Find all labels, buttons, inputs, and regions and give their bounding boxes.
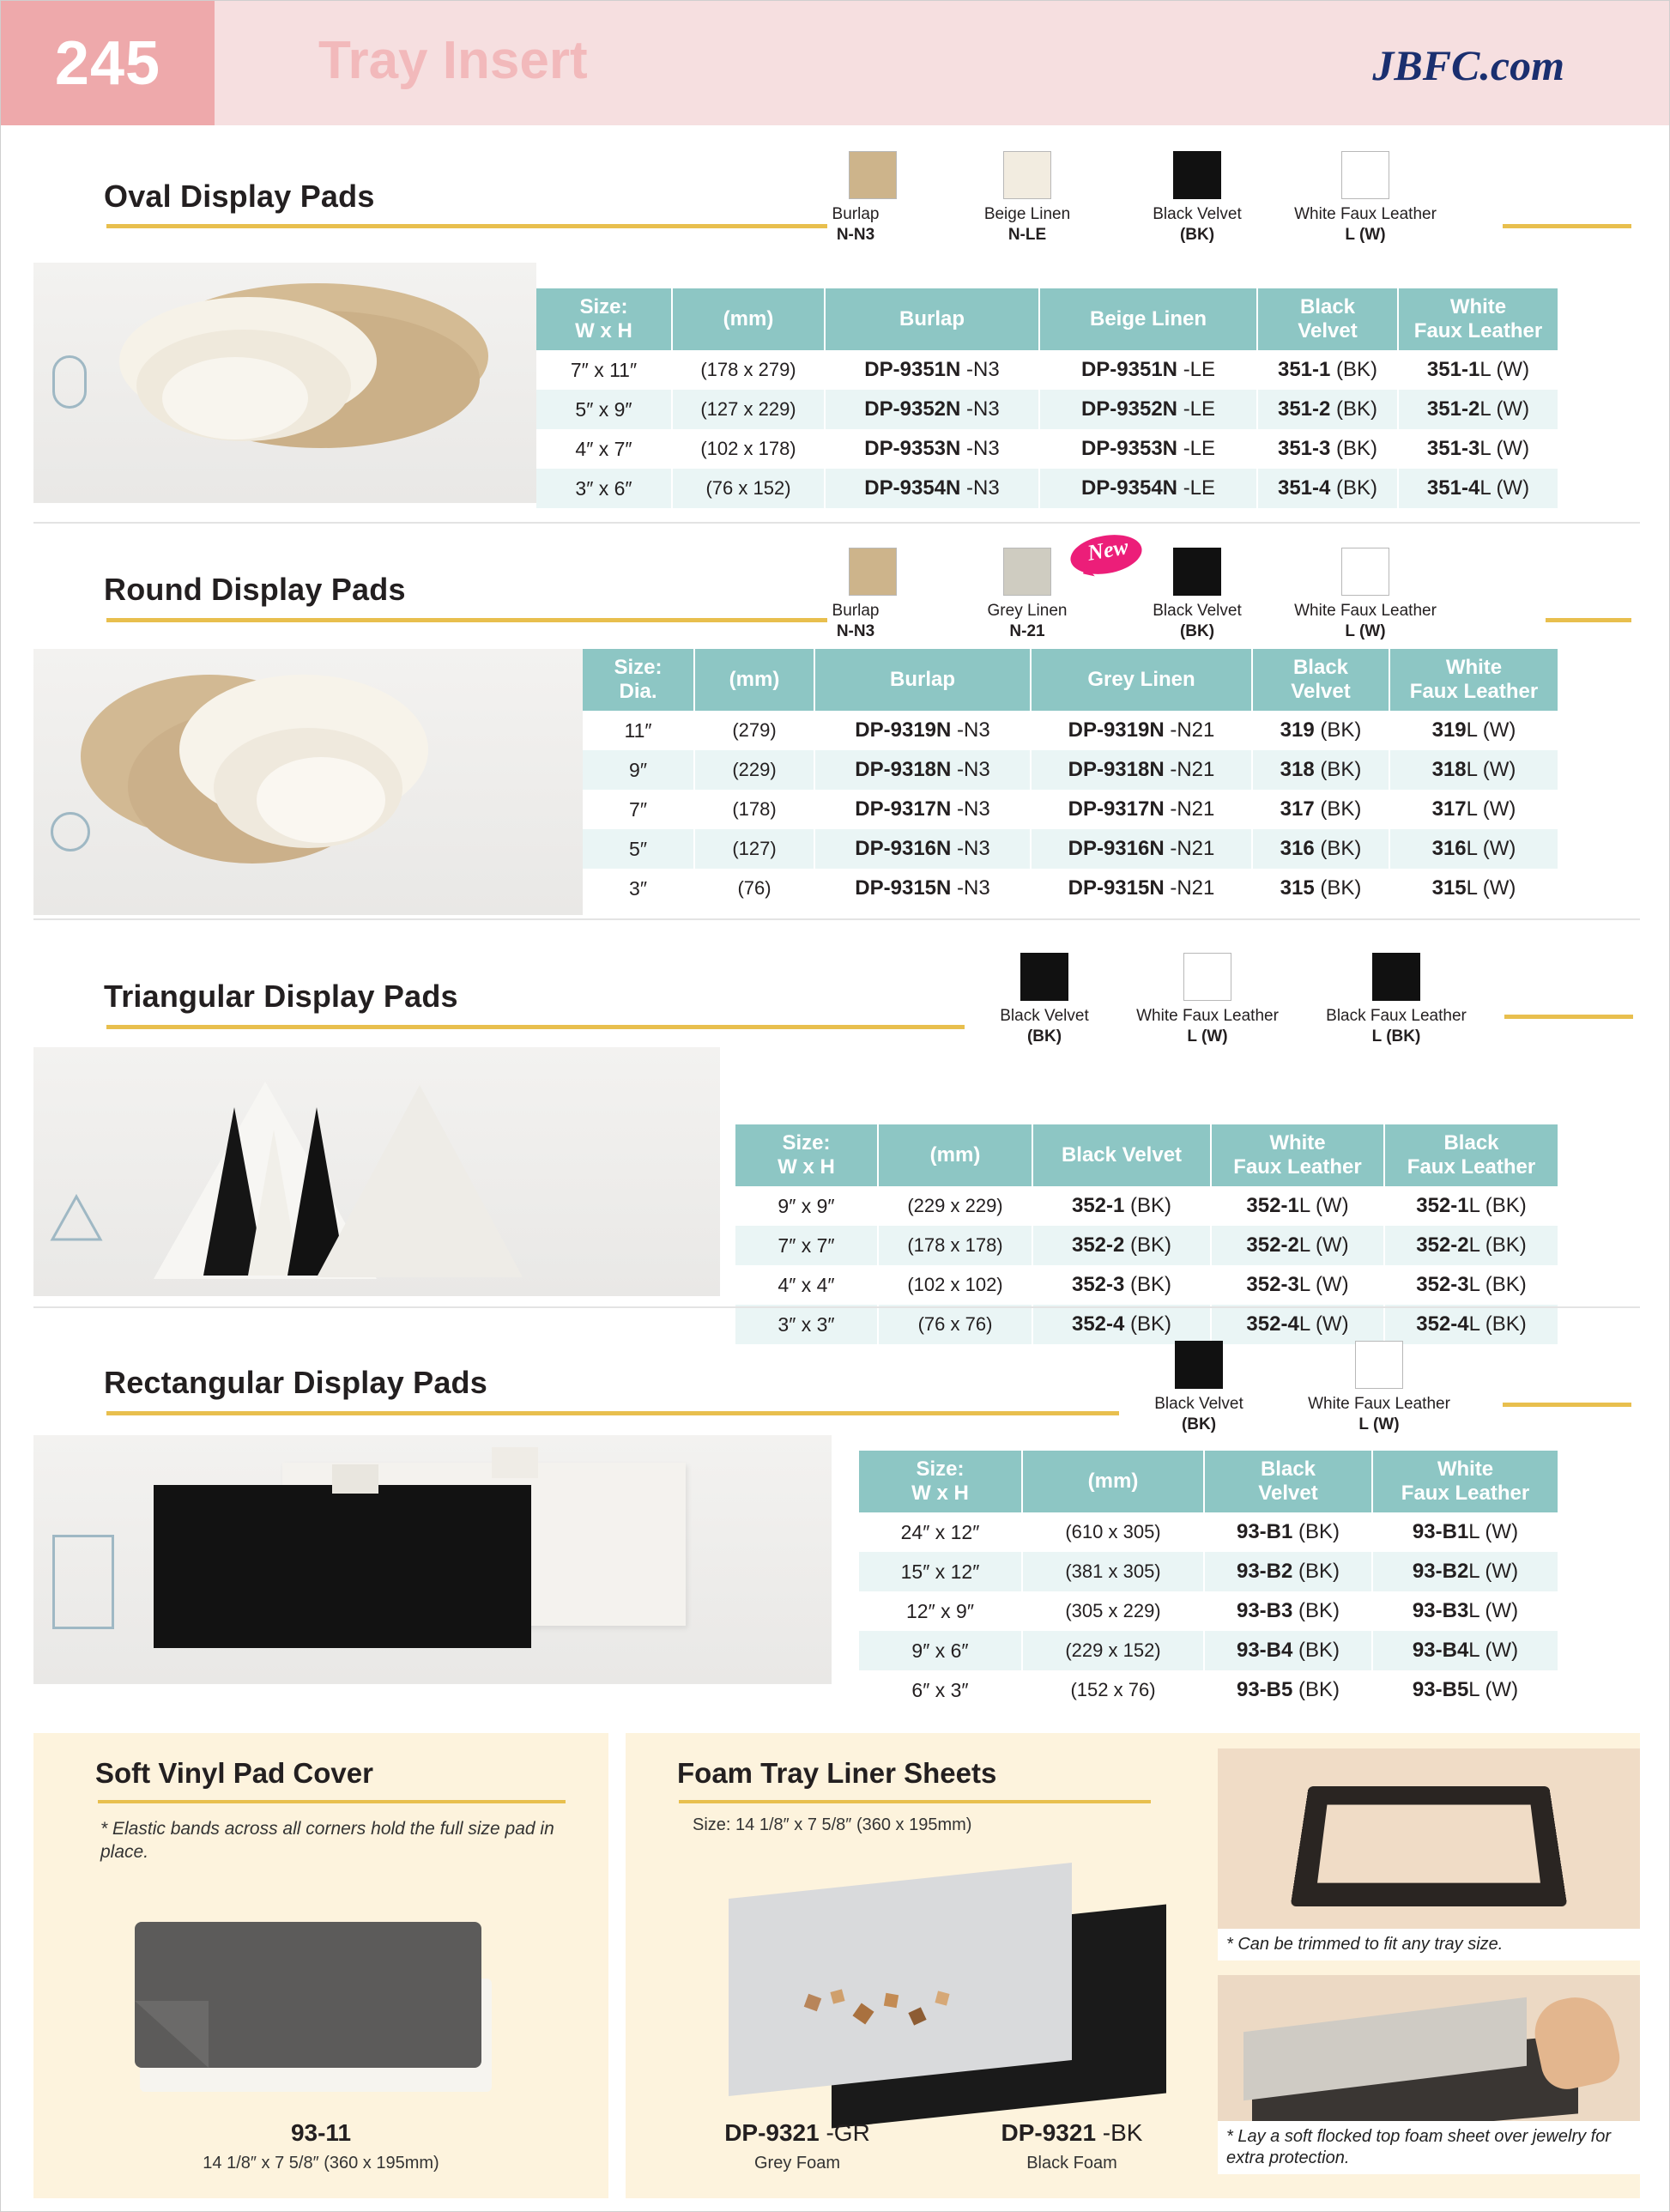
section-title-oval: Oval Display Pads — [104, 179, 375, 214]
cell-white-faux: 352-3L (W) — [1211, 1265, 1384, 1305]
panel-size-foam-liner: Size: 14 1/8″ x 7 5/8″ (360 x 195mm) — [693, 1815, 972, 1834]
new-badge — [1065, 529, 1151, 580]
table-row — [583, 869, 1558, 908]
cell-black-velvet: 351-2 (BK) — [1257, 390, 1398, 429]
photo-note-trim: * Can be trimmed to fit any tray size. — [1218, 1929, 1640, 1960]
cell-size: 9″ x 6″ — [859, 1631, 1022, 1670]
cell-size: 4″ x 4″ — [735, 1265, 878, 1305]
cell-black-velvet: 318 (BK) — [1252, 750, 1389, 790]
swatch-white-faux-leather-oval — [1341, 151, 1389, 199]
col-size: Size: W x H — [859, 1451, 1022, 1512]
swatch-caption-beige-linen-oval: Beige Linen N-LE — [983, 205, 1071, 244]
cell-mm: (102 x 102) — [878, 1265, 1032, 1305]
section-rule-round — [106, 618, 827, 622]
cell-burlap: DP-9317N -N3 — [814, 790, 1031, 829]
col-white-faux-leather: White Faux Leather — [1398, 288, 1558, 350]
cell-black-velvet: 352-1 (BK) — [1032, 1186, 1211, 1226]
swatch-black-faux-leather-triangular — [1372, 953, 1420, 1001]
cell-mm: (305 x 229) — [1022, 1591, 1204, 1631]
cell-mm: (102 x 178) — [672, 429, 825, 469]
swatch-black-velvet-triangular — [1020, 953, 1068, 1001]
cell-white-faux: 315L (W) — [1389, 869, 1558, 908]
product-photo-rectangular — [33, 1435, 832, 1684]
table-row — [536, 469, 1558, 508]
product-code-foam-grey: DP-9321 -GR — [724, 2119, 870, 2146]
cell-black-velvet: 317 (BK) — [1252, 790, 1389, 829]
col-white-faux-leather: White Faux Leather — [1389, 649, 1558, 711]
cell-black-velvet: 93-B5 (BK) — [1204, 1670, 1372, 1710]
cell-size: 4″ x 7″ — [536, 429, 672, 469]
cell-burlap: DP-9351N -N3 — [825, 350, 1039, 390]
cell-black-velvet: 93-B4 (BK) — [1204, 1631, 1372, 1670]
cell-mm: (76 x 76) — [878, 1305, 1032, 1344]
table-row — [536, 390, 1558, 429]
col-black-velvet: Black Velvet — [1252, 649, 1389, 711]
cell-mm: (127) — [694, 829, 814, 869]
section-title-round: Round Display Pads — [104, 572, 406, 607]
cell-black-velvet: 352-2 (BK) — [1032, 1226, 1211, 1265]
photo-foam-tray-frame — [1218, 1748, 1640, 1953]
cell-grey-linen: DP-9315N -N21 — [1031, 869, 1252, 908]
table-header-row — [859, 1451, 1558, 1512]
cell-burlap: DP-9315N -N3 — [814, 869, 1031, 908]
rectangle-shape-icon — [52, 1535, 114, 1629]
jewelry-props — [806, 1991, 969, 2033]
table-body-round — [583, 711, 1558, 908]
cell-size: 24″ x 12″ — [859, 1512, 1022, 1552]
section-rule-rectangular-right — [1503, 1403, 1631, 1407]
cell-size: 5″ x 9″ — [536, 390, 672, 429]
cell-mm: (178 x 279) — [672, 350, 825, 390]
cell-mm: (178 x 178) — [878, 1226, 1032, 1265]
cell-black-velvet: 93-B2 (BK) — [1204, 1552, 1372, 1591]
cell-white-faux: 351-4L (W) — [1398, 469, 1558, 508]
vinyl-cover-corner-fold — [135, 2001, 209, 2068]
cell-size: 3″ — [583, 869, 694, 908]
cell-white-faux: 317L (W) — [1389, 790, 1558, 829]
product-photo-soft-vinyl — [135, 1893, 516, 2109]
col-black-velvet: Black Velvet — [1257, 288, 1398, 350]
swatch-caption-white-faux-leather-round: White Faux Leather L (W) — [1294, 602, 1437, 640]
photo-note-flocked: * Lay a soft flocked top foam sheet over jewelry for extra protection. — [1218, 2121, 1640, 2174]
product-code-foam-black: DP-9321 -BK — [1001, 2119, 1143, 2146]
cell-beige: DP-9353N -LE — [1039, 429, 1257, 469]
cell-mm: (229 x 152) — [1022, 1631, 1204, 1670]
cell-size: 12″ x 9″ — [859, 1591, 1022, 1631]
col-black-velvet: Black Velvet — [1204, 1451, 1372, 1512]
cell-grey-linen: DP-9319N -N21 — [1031, 711, 1252, 750]
product-photo-foam-sheets — [677, 1862, 1192, 2128]
round-pad-beige-small — [257, 757, 385, 843]
cell-black-faux: 352-4L (BK) — [1384, 1305, 1558, 1344]
cell-burlap: DP-9353N -N3 — [825, 429, 1039, 469]
cell-beige: DP-9354N -LE — [1039, 469, 1257, 508]
table-row — [859, 1512, 1558, 1552]
swatch-caption-black-faux-leather-triangular: Black Faux Leather L (BK) — [1326, 1007, 1467, 1045]
cell-black-velvet: 319 (BK) — [1252, 711, 1389, 750]
cell-white-faux: 351-2L (W) — [1398, 390, 1558, 429]
cell-mm: (127 x 229) — [672, 390, 825, 429]
oval-pad-beige-small — [162, 357, 308, 439]
swatch-white-faux-leather-round — [1341, 548, 1389, 596]
col-mm: (mm) — [694, 649, 814, 711]
cell-size: 7″ x 7″ — [735, 1226, 878, 1265]
table-row — [583, 750, 1558, 790]
section-round — [1, 522, 1670, 925]
cell-black-faux: 352-2L (BK) — [1384, 1226, 1558, 1265]
cell-burlap: DP-9319N -N3 — [814, 711, 1031, 750]
cell-burlap: DP-9318N -N3 — [814, 750, 1031, 790]
table-header-row — [583, 649, 1558, 711]
product-photo-oval — [33, 263, 536, 503]
col-burlap: Burlap — [814, 649, 1031, 711]
cell-size: 15″ x 12″ — [859, 1552, 1022, 1591]
cell-grey-linen: DP-9316N -N21 — [1031, 829, 1252, 869]
panel-soft-vinyl-pad-cover — [33, 1733, 608, 2198]
section-rule-rectangular — [106, 1411, 1119, 1415]
swatch-legend-triangular — [996, 953, 1649, 1047]
cell-mm: (76) — [694, 869, 814, 908]
page-number-box — [1, 1, 215, 125]
swatch-black-velvet-oval — [1173, 151, 1221, 199]
table-body-oval — [536, 350, 1558, 508]
cell-size: 9″ — [583, 750, 694, 790]
table-header-row — [735, 1124, 1558, 1186]
cell-white-faux: 93-B2L (W) — [1372, 1552, 1558, 1591]
cell-mm: (76 x 152) — [672, 469, 825, 508]
panel-rule-soft-vinyl — [98, 1800, 566, 1803]
section-rectangular — [1, 1306, 1670, 1710]
swatch-legend-oval — [825, 151, 1649, 245]
col-beige-linen: Beige Linen — [1039, 288, 1257, 350]
col-burlap: Burlap — [825, 288, 1039, 350]
product-code-sub-soft-vinyl: 14 1/8″ x 7 5/8″ (360 x 195mm) — [203, 2154, 439, 2173]
swatch-caption-burlap-oval: Burlap N-N3 — [832, 205, 880, 244]
cell-burlap: DP-9352N -N3 — [825, 390, 1039, 429]
cell-beige: DP-9352N -LE — [1039, 390, 1257, 429]
table-row — [536, 429, 1558, 469]
cell-size: 7″ x 11″ — [536, 350, 672, 390]
cell-white-faux: 93-B1L (W) — [1372, 1512, 1558, 1552]
cell-beige: DP-9351N -LE — [1039, 350, 1257, 390]
cell-size: 3″ x 6″ — [536, 469, 672, 508]
cell-white-faux: 316L (W) — [1389, 829, 1558, 869]
product-label-foam-grey: Grey Foam — [753, 2154, 841, 2173]
cell-white-faux: 318L (W) — [1389, 750, 1558, 790]
page-number: 245 — [54, 28, 161, 98]
product-label-foam-black: Black Foam — [1026, 2154, 1117, 2173]
oval-shape-icon — [52, 355, 87, 409]
triangle-pad-white-front — [317, 1085, 523, 1277]
swatch-caption-black-velvet-oval: Black Velvet (BK) — [1153, 205, 1242, 244]
table-body-rectangular — [859, 1512, 1558, 1710]
table-row — [859, 1591, 1558, 1631]
table-row — [536, 350, 1558, 390]
cell-black-faux: 352-3L (BK) — [1384, 1265, 1558, 1305]
cell-white-faux: 351-3L (W) — [1398, 429, 1558, 469]
cell-mm: (229) — [694, 750, 814, 790]
cell-white-faux: 351-1L (W) — [1398, 350, 1558, 390]
section-rule-triangular-right — [1504, 1015, 1633, 1019]
cell-white-faux: 352-2L (W) — [1211, 1226, 1384, 1265]
cell-mm: (610 x 305) — [1022, 1512, 1204, 1552]
swatch-legend-rectangular — [1151, 1341, 1649, 1435]
swatch-black-velvet-round — [1173, 548, 1221, 596]
swatch-caption-grey-linen-round: Grey Linen N-21 — [987, 602, 1068, 640]
cell-mm: (381 x 305) — [1022, 1552, 1204, 1591]
panel-foam-tray-liner-sheets — [626, 1733, 1640, 2198]
product-photo-triangular — [33, 1047, 720, 1296]
swatch-caption-white-faux-leather-oval: White Faux Leather L (W) — [1294, 205, 1437, 244]
cell-size: 11″ — [583, 711, 694, 750]
circle-shape-icon — [51, 812, 90, 851]
cell-black-velvet: 351-1 (BK) — [1257, 350, 1398, 390]
table-row — [859, 1631, 1558, 1670]
cell-size: 5″ — [583, 829, 694, 869]
swatch-beige-linen-oval — [1003, 151, 1051, 199]
cell-black-faux: 352-1L (BK) — [1384, 1186, 1558, 1226]
rect-pad-black-tab — [332, 1464, 378, 1494]
col-size: Size: W x H — [536, 288, 672, 350]
col-mm: (mm) — [672, 288, 825, 350]
swatch-caption-black-velvet-rectangular: Black Velvet (BK) — [1154, 1395, 1243, 1433]
section-oval — [1, 125, 1670, 529]
cell-black-velvet: 93-B1 (BK) — [1204, 1512, 1372, 1552]
table-row — [859, 1670, 1558, 1710]
brand-logo: JBFC.com — [1372, 41, 1564, 89]
swatch-white-faux-leather-triangular — [1183, 953, 1231, 1001]
cell-black-velvet: 352-4 (BK) — [1032, 1305, 1211, 1344]
col-white-faux-leather: White Faux Leather — [1372, 1451, 1558, 1512]
spec-table-oval — [536, 288, 1558, 508]
swatch-caption-white-faux-leather-rectangular: White Faux Leather L (W) — [1308, 1395, 1450, 1433]
page-header — [1, 1, 1670, 125]
swatch-grey-linen-round — [1003, 548, 1051, 596]
table-row — [735, 1265, 1558, 1305]
cell-white-faux: 93-B4L (W) — [1372, 1631, 1558, 1670]
col-mm: (mm) — [1022, 1451, 1204, 1512]
col-black-faux-leather: Black Faux Leather — [1384, 1124, 1558, 1186]
product-code-soft-vinyl: 93-11 — [290, 2119, 352, 2146]
col-mm: (mm) — [878, 1124, 1032, 1186]
swatch-caption-black-velvet-round: Black Velvet (BK) — [1153, 602, 1242, 640]
cell-black-velvet: 316 (BK) — [1252, 829, 1389, 869]
spec-table-round — [583, 649, 1558, 908]
section-title-rectangular: Rectangular Display Pads — [104, 1365, 487, 1400]
swatch-caption-white-faux-leather-triangular: White Faux Leather L (W) — [1136, 1007, 1279, 1045]
cell-burlap: DP-9316N -N3 — [814, 829, 1031, 869]
product-photo-round — [33, 649, 583, 915]
table-header-row — [536, 288, 1558, 350]
table-row — [859, 1552, 1558, 1591]
col-size: Size: Dia. — [583, 649, 694, 711]
cell-size: 6″ x 3″ — [859, 1670, 1022, 1710]
cell-black-velvet: 93-B3 (BK) — [1204, 1591, 1372, 1631]
rect-pad-white-tab — [492, 1447, 538, 1478]
cell-burlap: DP-9354N -N3 — [825, 469, 1039, 508]
section-rule-triangular — [106, 1025, 965, 1029]
panel-rule-foam-liner — [679, 1800, 1151, 1803]
cell-grey-linen: DP-9317N -N21 — [1031, 790, 1252, 829]
cell-white-faux: 352-1L (W) — [1211, 1186, 1384, 1226]
cell-mm: (152 x 76) — [1022, 1670, 1204, 1710]
cell-mm: (178) — [694, 790, 814, 829]
panel-title-soft-vinyl: Soft Vinyl Pad Cover — [95, 1757, 373, 1789]
cell-black-velvet: 352-3 (BK) — [1032, 1265, 1211, 1305]
swatch-caption-black-velvet-triangular: Black Velvet (BK) — [1000, 1007, 1089, 1045]
rect-pad-black — [154, 1485, 531, 1648]
col-size: Size: W x H — [735, 1124, 878, 1186]
cell-white-faux: 93-B3L (W) — [1372, 1591, 1558, 1631]
cell-white-faux: 93-B5L (W) — [1372, 1670, 1558, 1710]
page-title: Tray Insert — [318, 31, 588, 90]
foam-sheet-grey — [729, 1863, 1072, 2096]
table-row — [583, 790, 1558, 829]
panel-note-soft-vinyl: * Elastic bands across all corners hold the full size pad in place. — [100, 1819, 554, 1862]
cell-size: 9″ x 9″ — [735, 1186, 878, 1226]
table-row — [583, 829, 1558, 869]
cell-size: 3″ x 3″ — [735, 1305, 878, 1344]
cell-black-velvet: 315 (BK) — [1252, 869, 1389, 908]
cell-size: 7″ — [583, 790, 694, 829]
swatch-white-faux-leather-rectangular — [1355, 1341, 1403, 1389]
cell-white-faux: 319L (W) — [1389, 711, 1558, 750]
cell-black-velvet: 351-4 (BK) — [1257, 469, 1398, 508]
panel-title-foam-liner: Foam Tray Liner Sheets — [677, 1757, 997, 1789]
swatch-burlap-round — [849, 548, 897, 596]
table-row — [735, 1186, 1558, 1226]
swatch-black-velvet-rectangular — [1175, 1341, 1223, 1389]
cell-black-velvet: 351-3 (BK) — [1257, 429, 1398, 469]
cell-mm: (229 x 229) — [878, 1186, 1032, 1226]
cell-grey-linen: DP-9318N -N21 — [1031, 750, 1252, 790]
cell-mm: (279) — [694, 711, 814, 750]
col-black-velvet: Black Velvet — [1032, 1124, 1211, 1186]
cell-white-faux: 352-4L (W) — [1211, 1305, 1384, 1344]
swatch-caption-burlap-round: Burlap N-N3 — [832, 602, 880, 640]
photo-foam-flocked-sheet — [1218, 1975, 1640, 2145]
table-row — [735, 1226, 1558, 1265]
section-triangular — [1, 918, 1670, 1336]
triangle-shape-icon — [49, 1193, 104, 1243]
col-white-faux-leather: White Faux Leather — [1211, 1124, 1384, 1186]
col-grey-linen: Grey Linen — [1031, 649, 1252, 711]
foam-frame-outer — [1291, 1786, 1568, 1906]
swatch-burlap-oval — [849, 151, 897, 199]
table-row — [583, 711, 1558, 750]
swatch-legend-round — [825, 534, 1649, 642]
section-title-triangular: Triangular Display Pads — [104, 979, 458, 1014]
section-rule-oval — [106, 224, 827, 228]
spec-table-rectangular — [859, 1451, 1558, 1710]
new-badge-label: New — [1085, 534, 1130, 566]
